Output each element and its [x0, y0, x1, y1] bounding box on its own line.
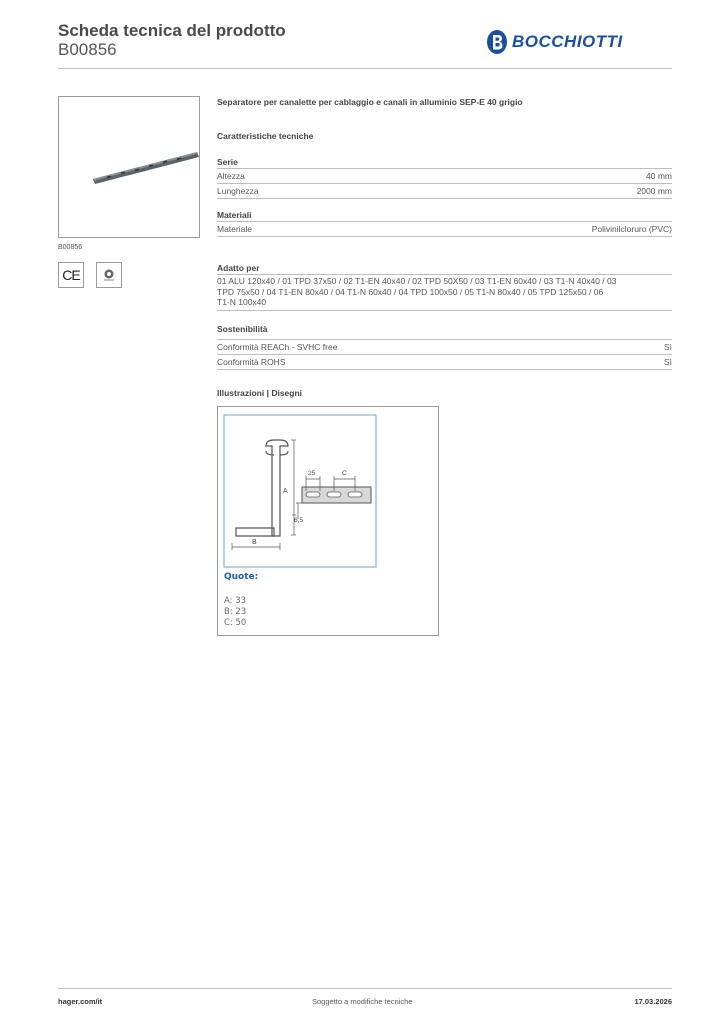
adatto-title: Adatto per [217, 263, 260, 273]
materiali-table [217, 221, 672, 237]
adatto-line: T1-N 100x40 [217, 297, 267, 307]
technical-drawing [217, 406, 439, 636]
product-code: B00856 [58, 40, 117, 59]
footer-website[interactable]: hager.com/it [58, 997, 103, 1006]
serie-table [217, 168, 672, 199]
materiali-title: Materiali [217, 210, 252, 220]
product-name: Separatore per canalette per cablaggio e canali in alluminio SEP-E 40 grigio [217, 97, 523, 107]
row-value: Sì [663, 357, 672, 367]
product-image [58, 96, 200, 238]
table-row [217, 168, 672, 183]
serie-title: Serie [217, 157, 238, 167]
image-caption: B00856 [58, 244, 83, 251]
row-label: Conformità REACh - SVHC free [217, 342, 338, 352]
quote-b: B: 23 [224, 607, 247, 617]
certification-badge [96, 262, 122, 288]
ce-mark: CE [62, 267, 80, 283]
label-b: B [252, 539, 257, 546]
footer-note: Soggetto a modifiche tecniche [312, 997, 413, 1006]
drawing-title: Illustrazioni | Disegni [217, 388, 303, 398]
brand-name: BOCCHIOTTI [512, 32, 623, 51]
table-row [217, 221, 672, 237]
row-label: Altezza [217, 171, 245, 181]
brand-logo [486, 29, 623, 55]
adatto-line: 01 ALU 120x40 / 01 TPD 37x50 / 02 T1-EN 40x40 / 02 TPD 50X50 / 03 T1-EN 60x40 / 03 T1-N 40x40 / 03 [217, 276, 617, 286]
row-label: Materiale [217, 224, 252, 234]
row-label: Lunghezza [217, 186, 259, 196]
row-value: 40 mm [646, 171, 672, 181]
bocchiotti-logo-icon [486, 29, 508, 55]
label-a: A [283, 488, 288, 495]
footer-divider [58, 988, 672, 989]
slotted-bar [302, 487, 371, 503]
row-value: 2000 mm [636, 186, 672, 196]
row-value: Sì [663, 342, 672, 352]
table-row [217, 354, 672, 370]
row-value: Polivinilcloruro (PVC) [591, 224, 672, 234]
label-25: 25 [308, 470, 316, 477]
separator-bar-illustration [59, 97, 199, 237]
table-row [217, 183, 672, 199]
footer-date: 17.03.2026 [634, 997, 672, 1006]
adatto-line: TPD 75x50 / 04 T1-EN 80x40 / 04 T1-N 60x40 / 04 TPD 100x50 / 05 T1-N 80x40 / 05 TPD 125x50 / 06 [217, 286, 604, 297]
sostenibilita-title: Sostenibilità [217, 324, 268, 334]
ce-badge [58, 262, 84, 288]
table-row [217, 339, 672, 354]
header-divider [58, 68, 672, 69]
quote-c: C: 50 [224, 618, 247, 628]
tech-title: Caratteristiche tecniche [217, 131, 314, 141]
row-label: Conformità ROHS [217, 357, 286, 367]
quote-title: Quote: [224, 572, 259, 582]
page-title: Scheda tecnica del prodotto [58, 21, 286, 40]
sostenibilita-table [217, 339, 672, 370]
drawing-svg [218, 407, 438, 635]
label-6-5: 6,5 [294, 517, 304, 524]
quote-a: A: 33 [224, 596, 247, 606]
adatto-list [217, 274, 672, 311]
label-c: C [342, 470, 347, 477]
certification-icon [102, 268, 116, 282]
